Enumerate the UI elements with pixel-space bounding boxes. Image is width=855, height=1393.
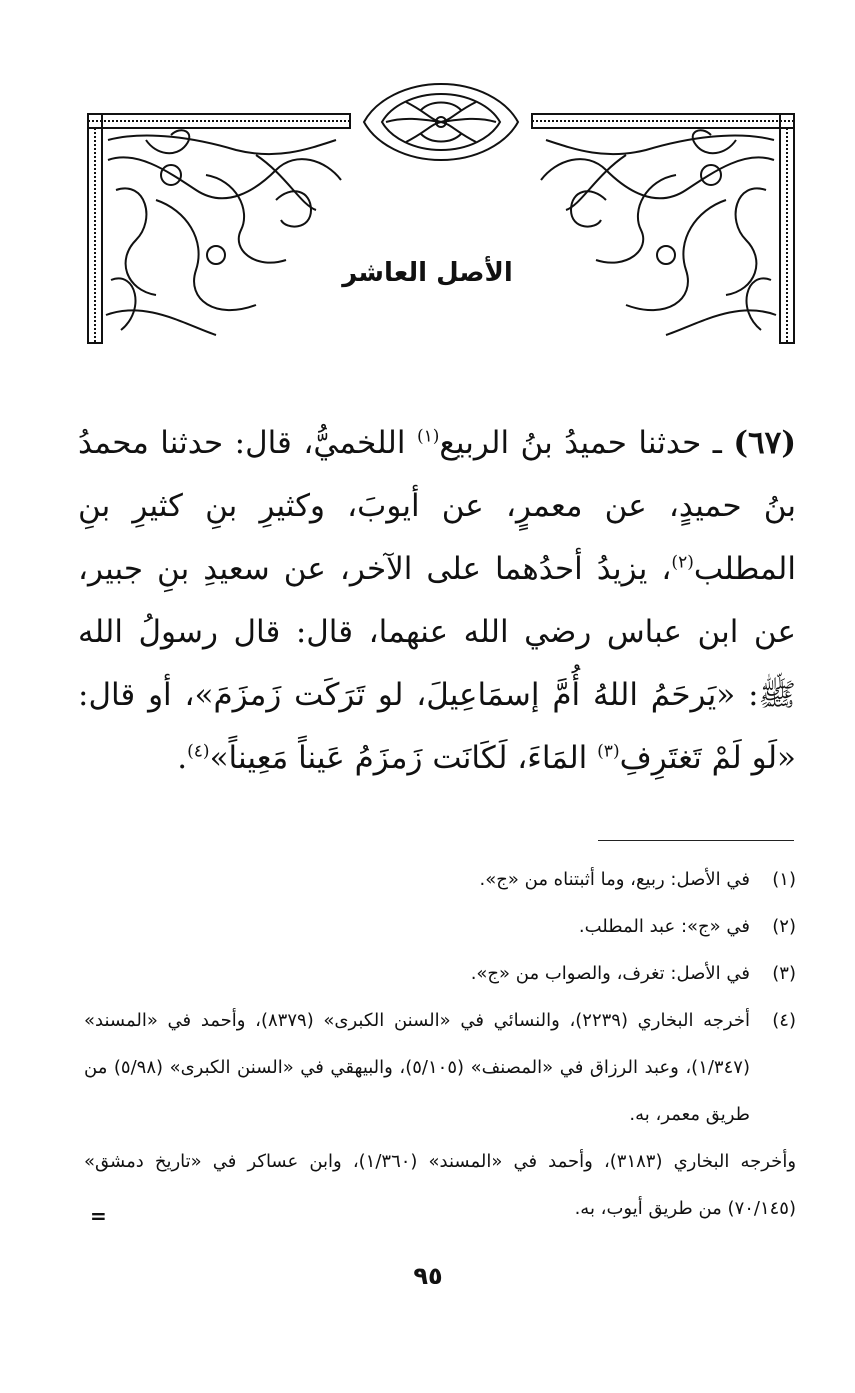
hadith-number: (٦٧) bbox=[733, 425, 797, 461]
footnote-marker: (٢) bbox=[772, 916, 796, 937]
footnote-text: في الأصل: تغرف، والصواب من «ج». bbox=[470, 963, 750, 984]
footnote-reference: (٣) bbox=[597, 741, 620, 762]
continuation-mark: = bbox=[90, 1204, 107, 1228]
footnote-text: في «ج»: عبد المطلب. bbox=[578, 916, 750, 937]
footnote-continuation: وأخرجه البخاري (٣١٨٣)، وأحمد في «المسند» (١/٣٦٠)، وابن عساكر في «تاريخ دمشق» (٧٠/١٤٥) من طريق أيوب، به. bbox=[84, 1151, 797, 1219]
page-number: ٩٥ bbox=[413, 1262, 443, 1290]
footnote-item bbox=[84, 950, 796, 997]
hadith-text-segment: . bbox=[177, 740, 188, 776]
footnote-separator bbox=[598, 840, 794, 841]
hadith-text-segment: ، يزيدُ أحدُهما على الآخر، عن سعيدِ بنِ جبير، عن ابن عباس رضي الله عنهما، قال: قال رسولُ الله ﷺ: «يَرحَمُ اللهُ أُمَّ إسمَاعِيلَ، لو تَرَكَت زَمزَمَ»، أو قال: «لَو لَمْ تَغتَرِفِ bbox=[78, 551, 796, 776]
footnotes-section bbox=[84, 856, 796, 1232]
footnote-item bbox=[84, 903, 796, 950]
footnote-marker: (١) bbox=[772, 869, 796, 890]
chapter-title: الأصل العاشر bbox=[342, 258, 513, 288]
hadith-text-segment: اللخميُّ، قال: حدثنا محمدُ بنُ حميدٍ، عن معمرٍ، عن أيوبَ، وكثيرِ بنِ كثيرِ بنِ المطلب bbox=[78, 425, 796, 587]
hadith-paragraph bbox=[78, 412, 796, 790]
footnote-marker: (٣) bbox=[772, 963, 796, 984]
footnote-reference: (٤) bbox=[187, 741, 210, 762]
footnote-reference: (٢) bbox=[671, 552, 694, 573]
hadith-text-segment: ـ حدثنا حميدُ بنُ الربيع bbox=[439, 425, 734, 461]
footnote-marker: (٤) bbox=[772, 1010, 796, 1031]
footnote-reference: (١) bbox=[416, 426, 440, 447]
footnote-text: أخرجه البخاري (٢٢٣٩)، والنسائي في «السنن الكبرى» (٨٣٧٩)، وأحمد في «المسند» (١/٣٤٧)، وعبد الرزاق في «المصنف» (٥/١٠٥)، والبيهقي في «السنن الكبرى» (٥/٩٨) من طريق معمر، به. bbox=[84, 1010, 750, 1125]
footnote-item bbox=[84, 856, 796, 903]
ornamental-header-frame bbox=[86, 80, 796, 345]
footnote-text: في الأصل: ربيع، وما أثبتناه من «ج». bbox=[479, 869, 750, 890]
hadith-text-segment: المَاءَ، لَكَانَت زَمزَمُ عَيناً مَعِيناً» bbox=[209, 740, 598, 776]
footnote-item bbox=[84, 997, 796, 1138]
